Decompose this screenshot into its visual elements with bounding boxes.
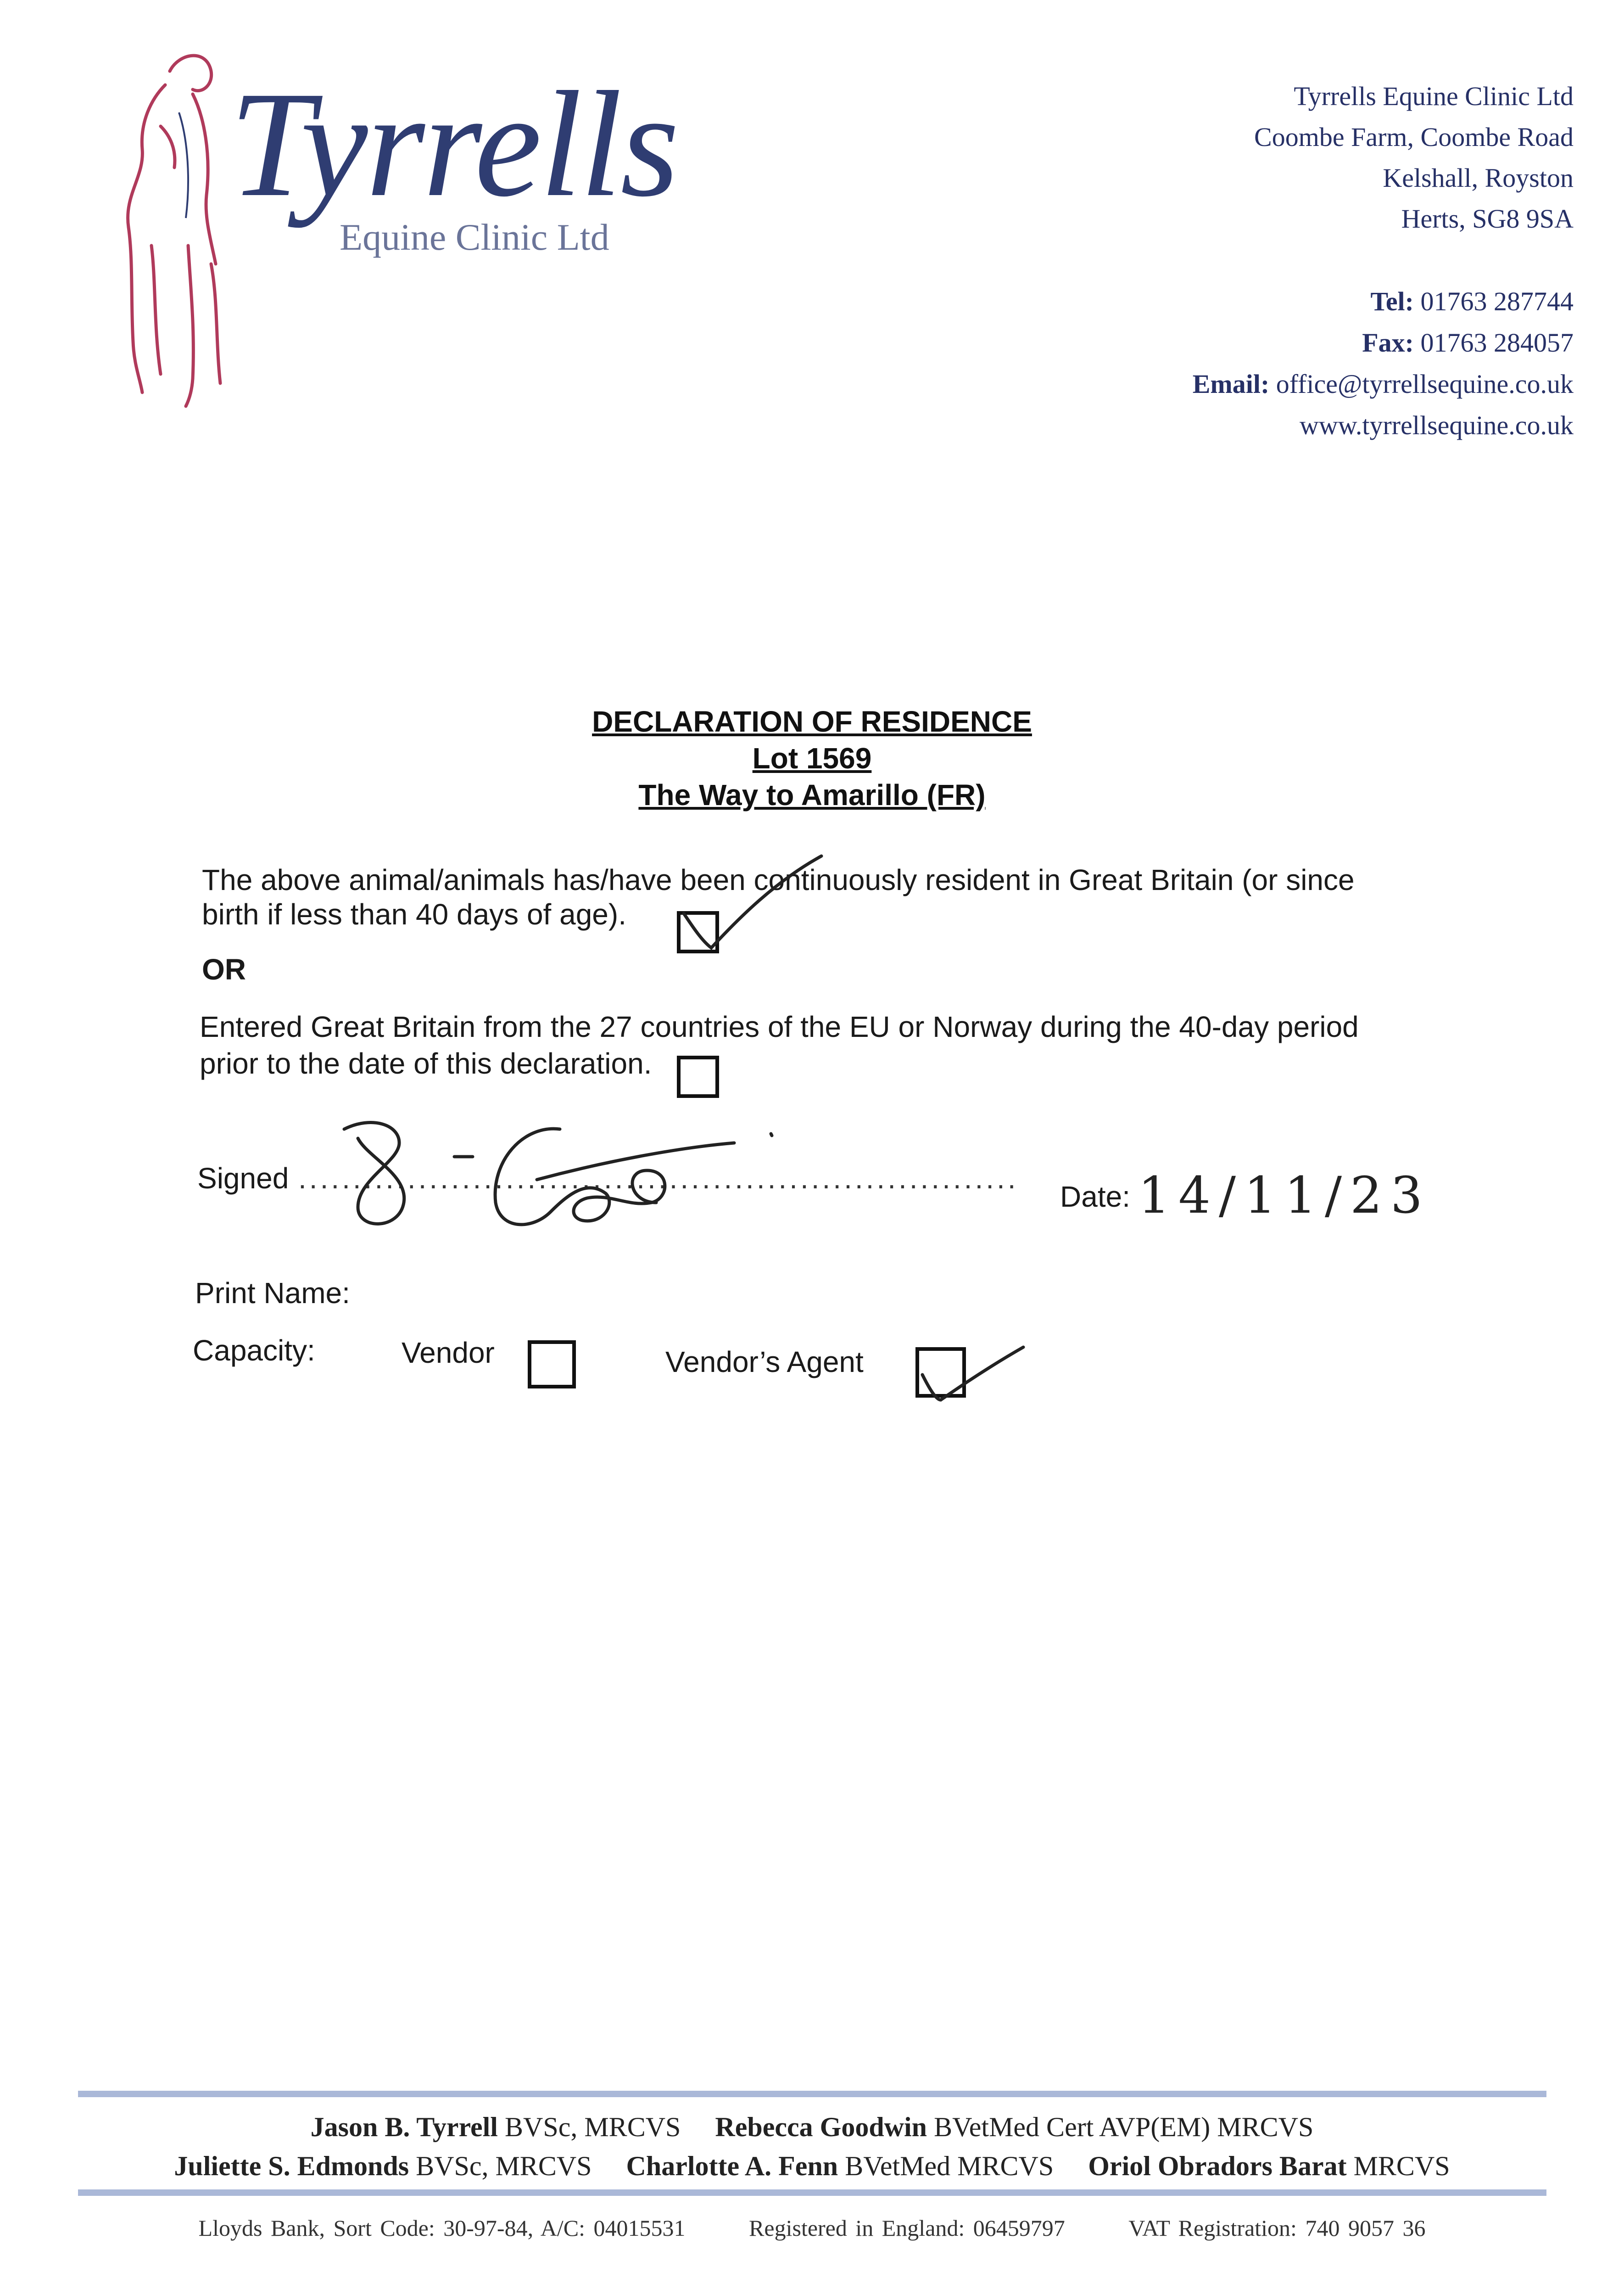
signed-label: Signed: [197, 1162, 289, 1195]
footer-rule-top: [78, 2091, 1546, 2097]
vet-name: Jason B. Tyrrell: [310, 2112, 498, 2142]
footer-rule-bottom: [78, 2189, 1546, 2196]
vendor-checkbox[interactable]: [528, 1340, 576, 1388]
option1-text-line1: The above animal/animals has/have been continuously resident in Great Britain (or since: [202, 863, 1355, 896]
email-label: Email:: [1192, 369, 1270, 399]
email-line: [1193, 364, 1574, 405]
address-line: Coombe Farm, Coombe Road: [1254, 122, 1574, 152]
capacity-label: Capacity:: [193, 1334, 315, 1367]
signature-scribble: [330, 1097, 789, 1248]
vet-name: Charlotte A. Fenn: [626, 2151, 838, 2181]
email-address: office@tyrrellsequine.co.uk: [1276, 369, 1574, 399]
vendor-label: Vendor: [402, 1336, 495, 1369]
brand-subtitle: Equine Clinic Ltd: [340, 216, 609, 258]
horse-name: The Way to Amarillo (FR): [638, 778, 986, 812]
vet-quals: MRCVS: [1353, 2151, 1450, 2181]
checkmark-icon: [913, 1338, 1032, 1407]
or-label: OR: [202, 953, 246, 986]
website-link: www.tyrrellsequine.co.uk: [1299, 410, 1574, 440]
address-line: Kelshall, Royston: [1383, 163, 1574, 193]
fax-label: Fax:: [1362, 328, 1414, 358]
vet-name: Oriol Obradors Barat: [1088, 2151, 1347, 2181]
option2-checkbox[interactable]: [677, 1056, 719, 1098]
vet-quals: BVSc, MRCVS: [416, 2151, 592, 2181]
contact-block: [1193, 281, 1574, 446]
clinic-address: [1254, 76, 1574, 239]
print-name-label: Print Name:: [195, 1276, 350, 1310]
registration-number: Registered in England: 06459797: [749, 2215, 1065, 2241]
company-details: [0, 2215, 1624, 2241]
vet-name: Juliette S. Edmonds: [174, 2151, 409, 2181]
vat-number: VAT Registration: 740 9057 36: [1128, 2215, 1426, 2241]
horse-logo-icon: [96, 44, 248, 415]
declaration-title: DECLARATION OF RESIDENCE: [592, 705, 1032, 738]
fax-number: 01763 284057: [1420, 328, 1574, 358]
vet-quals: BVetMed MRCVS: [845, 2151, 1054, 2181]
brand-name: Tyrrells: [229, 61, 678, 228]
vets-line-1: [0, 2111, 1624, 2143]
lot-number: Lot 1569: [752, 742, 872, 775]
option2-text-line1: Entered Great Britain from the 27 countries of the EU or Norway during the 40-day period: [200, 1010, 1359, 1043]
option1-text-line2: birth if less than 40 days of age).: [202, 898, 626, 931]
fax-line: [1193, 322, 1574, 364]
address-line: Tyrrells Equine Clinic Ltd: [1294, 81, 1574, 111]
date-label: Date:: [1060, 1180, 1130, 1213]
vet-quals: BVetMed Cert AVP(EM) MRCVS: [934, 2112, 1314, 2142]
tel-label: Tel:: [1370, 286, 1414, 316]
vet-quals: BVSc, MRCVS: [504, 2112, 681, 2142]
tel-line: [1193, 281, 1574, 322]
tel-number: 01763 287744: [1420, 286, 1574, 316]
vendor-agent-label: Vendor’s Agent: [665, 1345, 864, 1378]
bank-details: Lloyds Bank, Sort Code: 30-97-84, A/C: 04015531: [198, 2215, 686, 2241]
signature-dotted-line: ..................................................................: [298, 1162, 1019, 1195]
vets-line-2: [0, 2150, 1624, 2182]
option2-text-line2: prior to the date of this declaration.: [200, 1047, 652, 1080]
checkmark-icon: [675, 849, 826, 964]
vet-name: Rebecca Goodwin: [715, 2112, 927, 2142]
date-value: 14/11/23: [1138, 1166, 1431, 1225]
address-line: Herts, SG8 9SA: [1401, 204, 1574, 234]
